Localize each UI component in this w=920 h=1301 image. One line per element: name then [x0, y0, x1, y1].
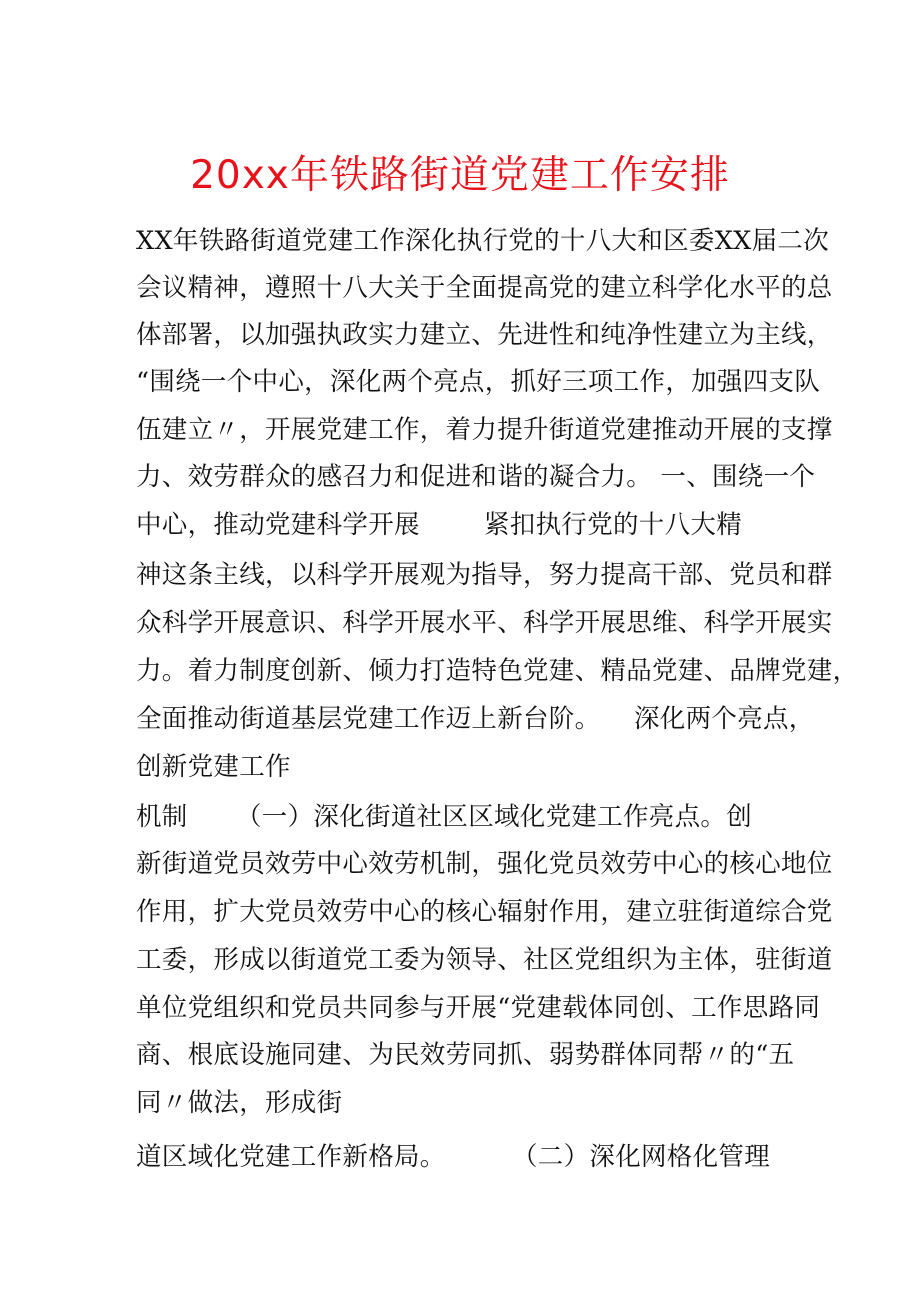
paragraph-line: 体部署，以加强执政实力建立、先进性和纯净性建立为主线，: [136, 320, 833, 350]
paragraph-line: XX年铁路街道党建工作深化执行党的十八大和区委XX届二次: [136, 226, 830, 256]
paragraph-line: 众科学开展意识、科学开展水平、科学开展思维、科学开展实: [136, 608, 833, 638]
paragraph-line: 新街道党员效劳中心效劳机制，强化党员效劳中心的核心地位: [136, 849, 833, 879]
paragraph-line: 同〃做法，形成街: [136, 1088, 343, 1118]
paragraph-line: 商、根底设施同建、为民效劳同抓、弱势群体同帮〃的“五: [136, 1040, 795, 1070]
paragraph-line: 会议精神，遵照十八大关于全面提高党的建立科学化水平的总: [136, 273, 833, 303]
paragraph-line: 全面推动街道基层党建工作迈上新台阶。: [136, 704, 601, 734]
paragraph-line: “围绕一个中心，深化两个亮点，抓好三项工作，加强四支队: [136, 367, 821, 397]
paragraph-line: 作用，扩大党员效劳中心的核心辐射作用，建立驻街道综合党: [136, 897, 833, 927]
paragraph-line: 道区域化党建工作新格局。: [136, 1142, 446, 1172]
paragraph-line: 力、效劳群众的感召力和促进和谐的凝合力。 一、围绕一个: [136, 462, 816, 492]
paragraph-line: 工委，形成以街道党工委为领导、社区党组织为主体，驻街道: [136, 945, 833, 975]
paragraph-line: 单位党组织和党员共同参与开展“党建载体同创、工作思路同: [136, 993, 821, 1023]
paragraph-line: 伍建立〃，开展党建工作，着力提升街道党建推动开展的支撑: [136, 415, 833, 445]
paragraph-line: 中心，推动党建科学开展: [136, 510, 420, 540]
paragraph-line: 神这条主线，以科学开展观为指导，努力提高干部、党员和群: [136, 560, 833, 590]
paragraph-line: 紧扣执行党的十八大精: [484, 510, 743, 540]
paragraph-line: （一）深化街道社区区域化党建工作亮点。创: [236, 802, 753, 832]
document-title: 20xx年铁路街道党建工作安排: [190, 153, 730, 198]
paragraph-line: 创新党建工作: [136, 752, 291, 782]
paragraph-line: （二）深化网格化管理: [512, 1142, 771, 1172]
paragraph-line: 力。着力制度创新、倾力打造特色党建、精品党建、品牌党建，: [136, 656, 859, 686]
paragraph-line: 机制: [136, 802, 188, 832]
paragraph-line: 深化两个亮点，: [634, 704, 815, 734]
